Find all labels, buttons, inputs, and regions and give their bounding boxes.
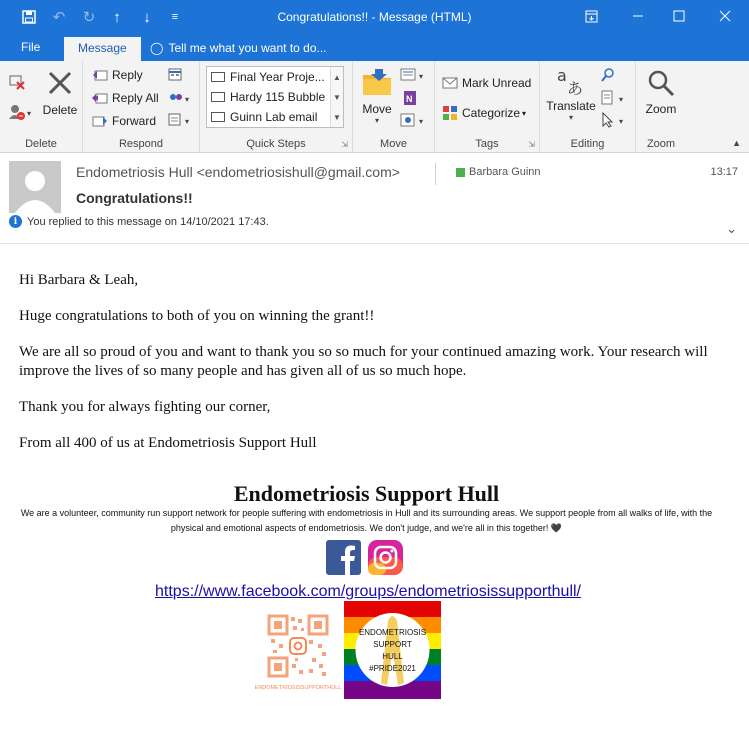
- undo-icon[interactable]: ↶: [52, 9, 66, 26]
- find-icon[interactable]: [600, 67, 616, 83]
- translate-button[interactable]: [546, 65, 596, 122]
- redo-icon[interactable]: ↻: [82, 9, 96, 26]
- qr-code[interactable]: [254, 614, 342, 694]
- categorize-button[interactable]: [442, 103, 526, 123]
- quick-steps-group-label: Quick Steps: [246, 138, 306, 150]
- divider: [435, 163, 436, 185]
- instagram-icon[interactable]: [367, 539, 404, 576]
- expand-header-icon[interactable]: ⌄: [726, 221, 737, 236]
- lightbulb-icon: ◯: [150, 40, 164, 55]
- quick-steps-scroll[interactable]: [330, 67, 343, 127]
- tags-group: [435, 61, 540, 153]
- minimize-icon[interactable]: [624, 4, 652, 28]
- move-group: [353, 61, 435, 153]
- quick-steps-launcher-icon[interactable]: ⇲: [341, 140, 348, 149]
- sender[interactable]: Endometriosis Hull <endometriosishull@gmail.com>: [76, 164, 400, 180]
- collapse-ribbon-icon[interactable]: ▲: [732, 138, 741, 148]
- delete-group: [0, 61, 83, 153]
- svg-text:▾: ▾: [419, 117, 424, 126]
- reply-label: Reply: [112, 68, 143, 82]
- signature-description: We are a volunteer, community run support network for people suffering with endometriosis in Hull and its surrounding areas. We support people from all walks of life, with the physical and emotional aspects of endometriosis. We don't judge, and we're all in this together! 🖤: [20, 508, 713, 533]
- editing-group-label: Editing: [570, 138, 605, 150]
- related-icon[interactable]: [600, 90, 628, 106]
- delete-button[interactable]: [40, 67, 80, 117]
- categorize-icon: [442, 105, 458, 121]
- avatar: [9, 161, 61, 213]
- previous-item-icon[interactable]: ↑: [113, 8, 121, 26]
- rules-icon[interactable]: [400, 67, 428, 83]
- paragraph: We are all so proud of you and want to thank you so so much for your continued amazing work. Your research will improve the lives of so many people and has given all of us so much hope.: [19, 344, 708, 379]
- translate-icon: [555, 65, 587, 97]
- mark-unread-icon: [442, 75, 458, 91]
- move-button[interactable]: [359, 67, 395, 125]
- zoom-group-label: Zoom: [646, 138, 676, 150]
- svg-text:▾: ▾: [419, 72, 424, 81]
- info-bar: [9, 215, 269, 228]
- zoom-label: Zoom: [645, 102, 677, 116]
- tags-launcher-icon[interactable]: ⇲: [528, 140, 535, 149]
- greeting: Hi Barbara & Leah,: [19, 272, 139, 288]
- next-item-icon[interactable]: ↓: [143, 8, 151, 26]
- reply-button[interactable]: [92, 65, 143, 85]
- message-body: [19, 271, 709, 470]
- ribbon-display-options-icon[interactable]: [577, 4, 605, 28]
- junk-icon[interactable]: [8, 103, 34, 121]
- recipient-name: Barbara Guinn: [469, 166, 541, 178]
- forward-button[interactable]: [92, 111, 156, 131]
- mark-unread-label: Mark Unread: [462, 76, 532, 90]
- delete-label: Delete: [42, 103, 78, 117]
- qr-caption: ENDOMETRIOSISSUPPORTHULL: [254, 685, 342, 691]
- tags-group-label: Tags: [475, 138, 499, 150]
- quick-step-item[interactable]: Final Year Proje...: [207, 67, 343, 87]
- chevron-down-icon: ▾: [568, 113, 573, 122]
- move-folder-icon: [361, 67, 393, 99]
- forward-icon: [92, 113, 108, 129]
- scroll-up-icon[interactable]: ▲: [333, 72, 341, 82]
- ribbon-tab-bar: [0, 35, 749, 61]
- paragraph: Huge congratulations to both of you on winning the grant!!: [19, 308, 375, 324]
- meeting-reply-icon[interactable]: [168, 67, 186, 83]
- signature-title: Endometriosis Support Hull: [233, 481, 500, 506]
- tab-message[interactable]: Message: [64, 37, 141, 61]
- chevron-down-icon: ▾: [374, 116, 379, 125]
- svg-text:HULL: HULL: [382, 652, 403, 661]
- ribbon: [0, 61, 749, 153]
- ignore-icon[interactable]: [8, 73, 26, 91]
- delete-icon: [44, 67, 76, 99]
- categorize-label: Categorize: [462, 106, 521, 120]
- tell-me-label: Tell me what you want to do...: [168, 40, 327, 55]
- svg-text:▾: ▾: [619, 117, 624, 126]
- editing-group: [540, 61, 636, 153]
- more-respond-icon[interactable]: [168, 112, 194, 128]
- move-label: Move: [362, 102, 392, 116]
- info-icon: i: [9, 215, 22, 228]
- envelope-icon: [211, 72, 225, 82]
- svg-text:▾: ▾: [27, 109, 32, 118]
- im-reply-icon[interactable]: [168, 90, 194, 106]
- svg-text:▾: ▾: [185, 117, 190, 126]
- onenote-icon[interactable]: [400, 90, 420, 106]
- svg-text:a: a: [557, 66, 567, 85]
- svg-text:▾: ▾: [185, 95, 190, 104]
- close-icon[interactable]: [711, 4, 739, 28]
- svg-text:SUPPORT: SUPPORT: [373, 640, 412, 649]
- mark-unread-button[interactable]: [442, 73, 531, 93]
- window-title: Congratulations!! - Message (HTML): [277, 10, 472, 24]
- more-icon[interactable]: ▼: [333, 112, 341, 122]
- customize-toolbar-icon[interactable]: ≡: [171, 11, 179, 23]
- respond-group-label: Respond: [118, 138, 164, 150]
- zoom-button[interactable]: [640, 67, 682, 116]
- paragraph: Thank you for always fighting our corner,: [19, 399, 271, 415]
- svg-text:N: N: [406, 94, 413, 104]
- presence-icon: [456, 168, 465, 177]
- quick-step-item[interactable]: Hardy 115 Bubble: [207, 87, 343, 107]
- quick-step-item[interactable]: Guinn Lab email: [207, 107, 343, 127]
- actions-icon[interactable]: [400, 112, 428, 128]
- zoom-group: [636, 61, 686, 153]
- envelope-icon: [211, 112, 225, 122]
- chevron-down-icon: ▾: [522, 108, 527, 118]
- envelope-icon: [211, 92, 225, 102]
- info-text: You replied to this message on 14/10/2021 17:43.: [27, 215, 269, 228]
- pride-badge-image: [344, 601, 441, 699]
- scroll-down-icon[interactable]: ▼: [333, 92, 341, 102]
- received-time: 13:17: [710, 166, 738, 178]
- reply-all-button[interactable]: [92, 88, 159, 108]
- zoom-icon: [645, 67, 677, 99]
- delete-group-label: Delete: [25, 138, 57, 150]
- quick-steps-gallery: [206, 66, 344, 128]
- recipient[interactable]: [456, 166, 541, 178]
- respond-group: [83, 61, 200, 153]
- svg-text:あ: あ: [567, 79, 584, 97]
- translate-label: Translate: [546, 99, 596, 113]
- svg-text:#PRIDE2021: #PRIDE2021: [369, 664, 416, 673]
- svg-text:ENDOMETRIOSIS: ENDOMETRIOSIS: [358, 628, 427, 637]
- paragraph: From all 400 of us at Endometriosis Support Hull: [19, 435, 317, 451]
- tell-me-box[interactable]: [136, 35, 341, 61]
- message-header: [0, 154, 749, 244]
- reply-icon: [92, 67, 108, 83]
- maximize-icon[interactable]: [665, 4, 693, 28]
- reply-all-icon: [92, 90, 108, 106]
- facebook-group-link[interactable]: https://www.facebook.com/groups/endometriosissupporthull/: [155, 583, 581, 600]
- reply-all-label: Reply All: [112, 91, 159, 105]
- select-icon[interactable]: [600, 112, 628, 128]
- title-bar: [0, 0, 749, 35]
- move-group-label: Move: [380, 138, 407, 150]
- svg-text:▾: ▾: [619, 95, 624, 104]
- facebook-icon[interactable]: [325, 539, 362, 576]
- subject: Congratulations!!: [76, 190, 193, 206]
- tab-file[interactable]: File: [21, 40, 41, 54]
- forward-label: Forward: [112, 114, 157, 128]
